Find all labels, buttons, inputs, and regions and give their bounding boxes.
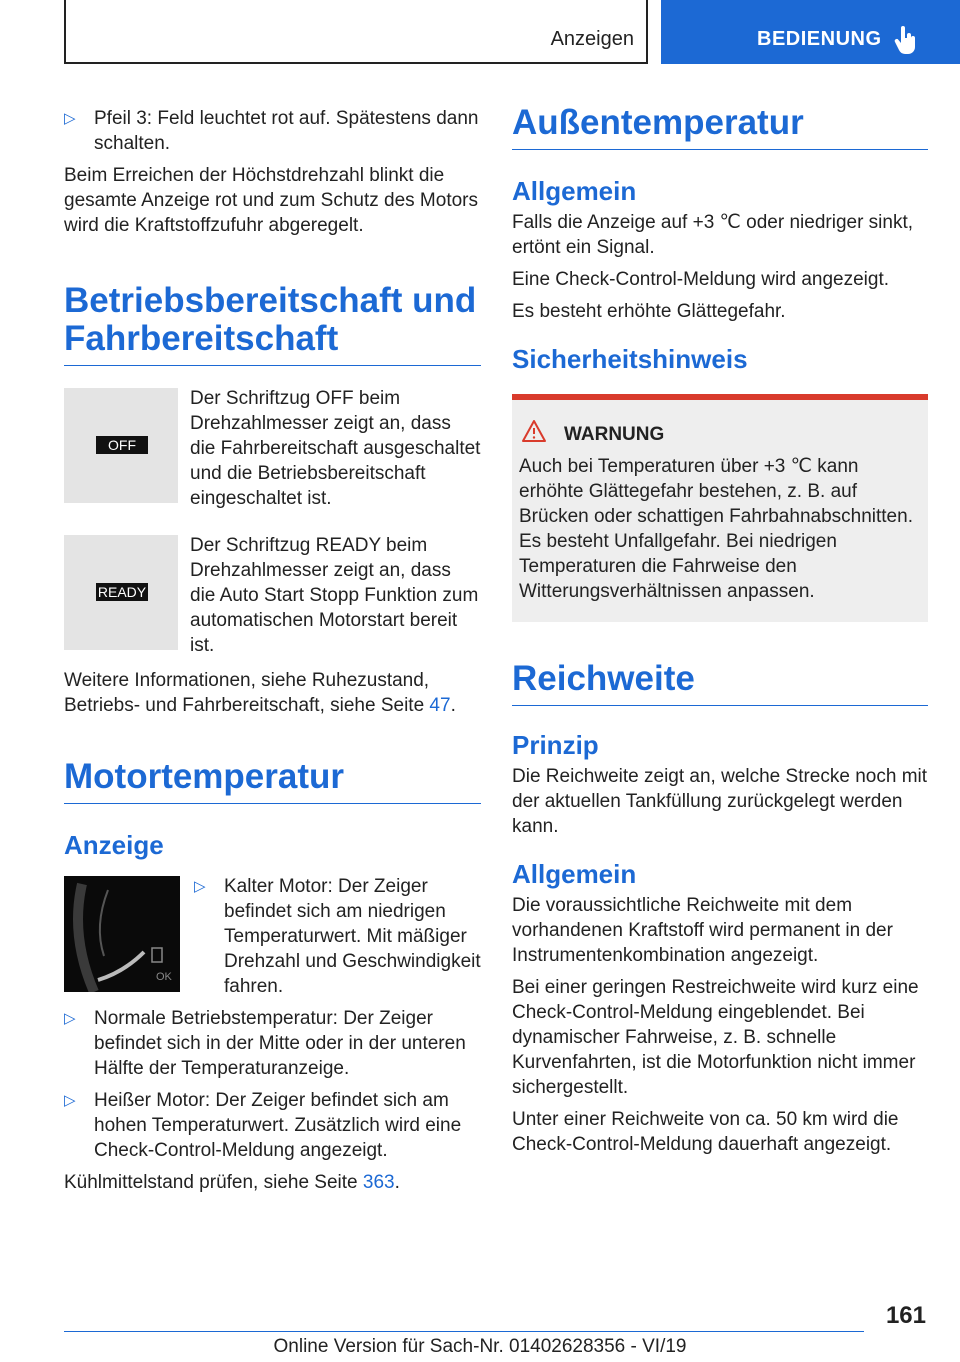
triangle-bullet-icon: ▷ — [64, 1010, 76, 1027]
paragraph: Falls die Anzeige auf +3 ℃ oder niedriger sinkt, ertönt ein Signal. — [512, 212, 914, 258]
off-indicator-image — [64, 388, 178, 503]
page-link[interactable]: 47 — [429, 695, 451, 716]
page-link[interactable]: 363 — [362, 1172, 395, 1193]
paragraph: Beim Erreichen der Höchstdrehzahl blinkt die gesamte Anzeige rot und zum Schutz des Motors wird die Kraftstoffzufuhr abgeregelt. — [64, 165, 478, 236]
ready-badge: READY — [97, 584, 147, 600]
paragraph: Weitere Informationen, siehe Ruhezustand, Betriebs- und Fahrbereitschaft, siehe Seite 47. — [64, 670, 456, 716]
footer-divider — [64, 1331, 864, 1332]
paragraph: Die voraussichtliche Reichweite mit dem vorhandenen Kraftstoff wird permanent in der Instrumentenkombination angezeigt. — [512, 895, 893, 966]
section-heading: Betriebsbereitschaft und Fahrbereitschaft — [64, 282, 481, 366]
list-item-text: Normale Betriebstemperatur: Der Zeiger befindet sich in der Mitte oder in der unteren Hälfte der Temperaturanzeige. — [94, 1008, 466, 1079]
gauge-label: OK — [156, 971, 172, 983]
right-column — [512, 104, 928, 1164]
list-item — [64, 106, 481, 156]
list-item-text: Heißer Motor: Der Zeiger befindet sich am hohen Temperaturwert. Zusätzlich wird eine Check-Control-Meldung angezeigt. — [94, 1090, 462, 1161]
triangle-bullet-icon: ▷ — [194, 878, 206, 895]
paragraph: Unter einer Reichweite von ca. 50 km wird die Check-Control-Meldung dauerhaft angezeigt. — [512, 1109, 899, 1155]
paragraph: Bei einer geringen Restreichweite wird kurz eine Check-Control-Meldung eingeblendet. Bei dynamischer Fahrweise, z. B. schnelle Kurvenfahrten, ist die Motorfunktion nicht immer sichergestellt. — [512, 977, 919, 1098]
subsection-heading: Allgemein — [512, 176, 637, 206]
section-heading: Reichweite — [512, 660, 928, 706]
subsection-heading: Sicherheitshinweis — [512, 344, 748, 374]
off-indicator-text: Der Schriftzug OFF beim Drehzahlmesser zeigt an, dass die Fahrbereitschaft ausgeschaltet und die Betriebsbereitschaft eingeschaltet ist. — [190, 388, 481, 509]
paragraph: Eine Check-Control-Meldung wird angezeigt. — [512, 269, 890, 290]
list-item — [194, 874, 481, 999]
warning-text: Auch bei Temperaturen über +3 ℃ kann erhöhte Glättegefahr bestehen, z. B. auf Brücken oder schattigen Fahrbahnabschnitten. Es besteht Unfallgefahr. Bei niedrigen Temperaturen die Fahrweise den Witterungsverhältnissen anpassen. — [519, 456, 913, 602]
paragraph: Es besteht erhöhte Glättegefahr. — [512, 301, 786, 322]
ready-indicator-image — [64, 535, 178, 650]
ready-indicator-text: Der Schriftzug READY beim Drehzahlmesser zeigt an, dass die Auto Start Stopp Funktion zum automatischen Motorstart bereit ist. — [190, 535, 479, 656]
more-info-text: Weitere Informationen, siehe Ruhezustand, Betriebs- und Fahrbereitschaft, siehe Seite — [64, 670, 430, 716]
ready-indicator-block — [64, 533, 481, 658]
warning-header — [519, 420, 920, 448]
list-item-text: Pfeil 3: Feld leuchtet rot auf. Spätestens dann schalten. — [94, 108, 479, 154]
header-section-title: Anzeigen — [550, 28, 634, 50]
off-indicator-block — [64, 386, 481, 511]
footer-text: Online Version für Sach-Nr. 01402628356 - VI/19 — [273, 1336, 687, 1357]
list-item-text: Kalter Motor: Der Zeiger befindet sich am niedrigen Temperaturwert. Mit mäßiger Drehzahl und Geschwindigkeit fahren. — [224, 876, 481, 997]
triangle-bullet-icon: ▷ — [64, 110, 76, 127]
header-chapter-title: BEDIENUNG — [757, 28, 882, 50]
paragraph: Kühlmittelstand prüfen, siehe Seite 363. — [64, 1172, 400, 1193]
off-badge: OFF — [96, 436, 148, 454]
warning-title: WARNUNG — [564, 424, 665, 445]
list-item — [64, 1088, 481, 1163]
page-number: 161 — [885, 1302, 926, 1329]
section-heading: Motortemperatur — [64, 758, 481, 804]
subsection-heading: Prinzip — [512, 730, 599, 760]
temperature-gauge-image — [64, 876, 180, 992]
header-section-box — [64, 0, 648, 64]
subsection-heading: Allgemein — [512, 859, 637, 889]
header-chapter-tab[interactable] — [661, 0, 960, 64]
warning-triangle-icon — [521, 419, 547, 443]
list-item — [64, 1006, 481, 1081]
subsection-heading: Anzeige — [64, 830, 164, 860]
pointing-hand-icon — [893, 26, 919, 54]
paragraph: Die Reichweite zeigt an, welche Strecke noch mit der aktuellen Tankfüllung zurückgelegt werden kann. — [512, 766, 928, 837]
warning-box — [512, 394, 928, 622]
coolant-text: Kühlmittelstand prüfen, siehe Seite — [64, 1172, 358, 1193]
triangle-bullet-icon: ▷ — [64, 1092, 76, 1109]
section-heading: Außentemperatur — [512, 104, 928, 150]
cold-engine-block — [64, 874, 481, 999]
left-column — [64, 106, 481, 1202]
